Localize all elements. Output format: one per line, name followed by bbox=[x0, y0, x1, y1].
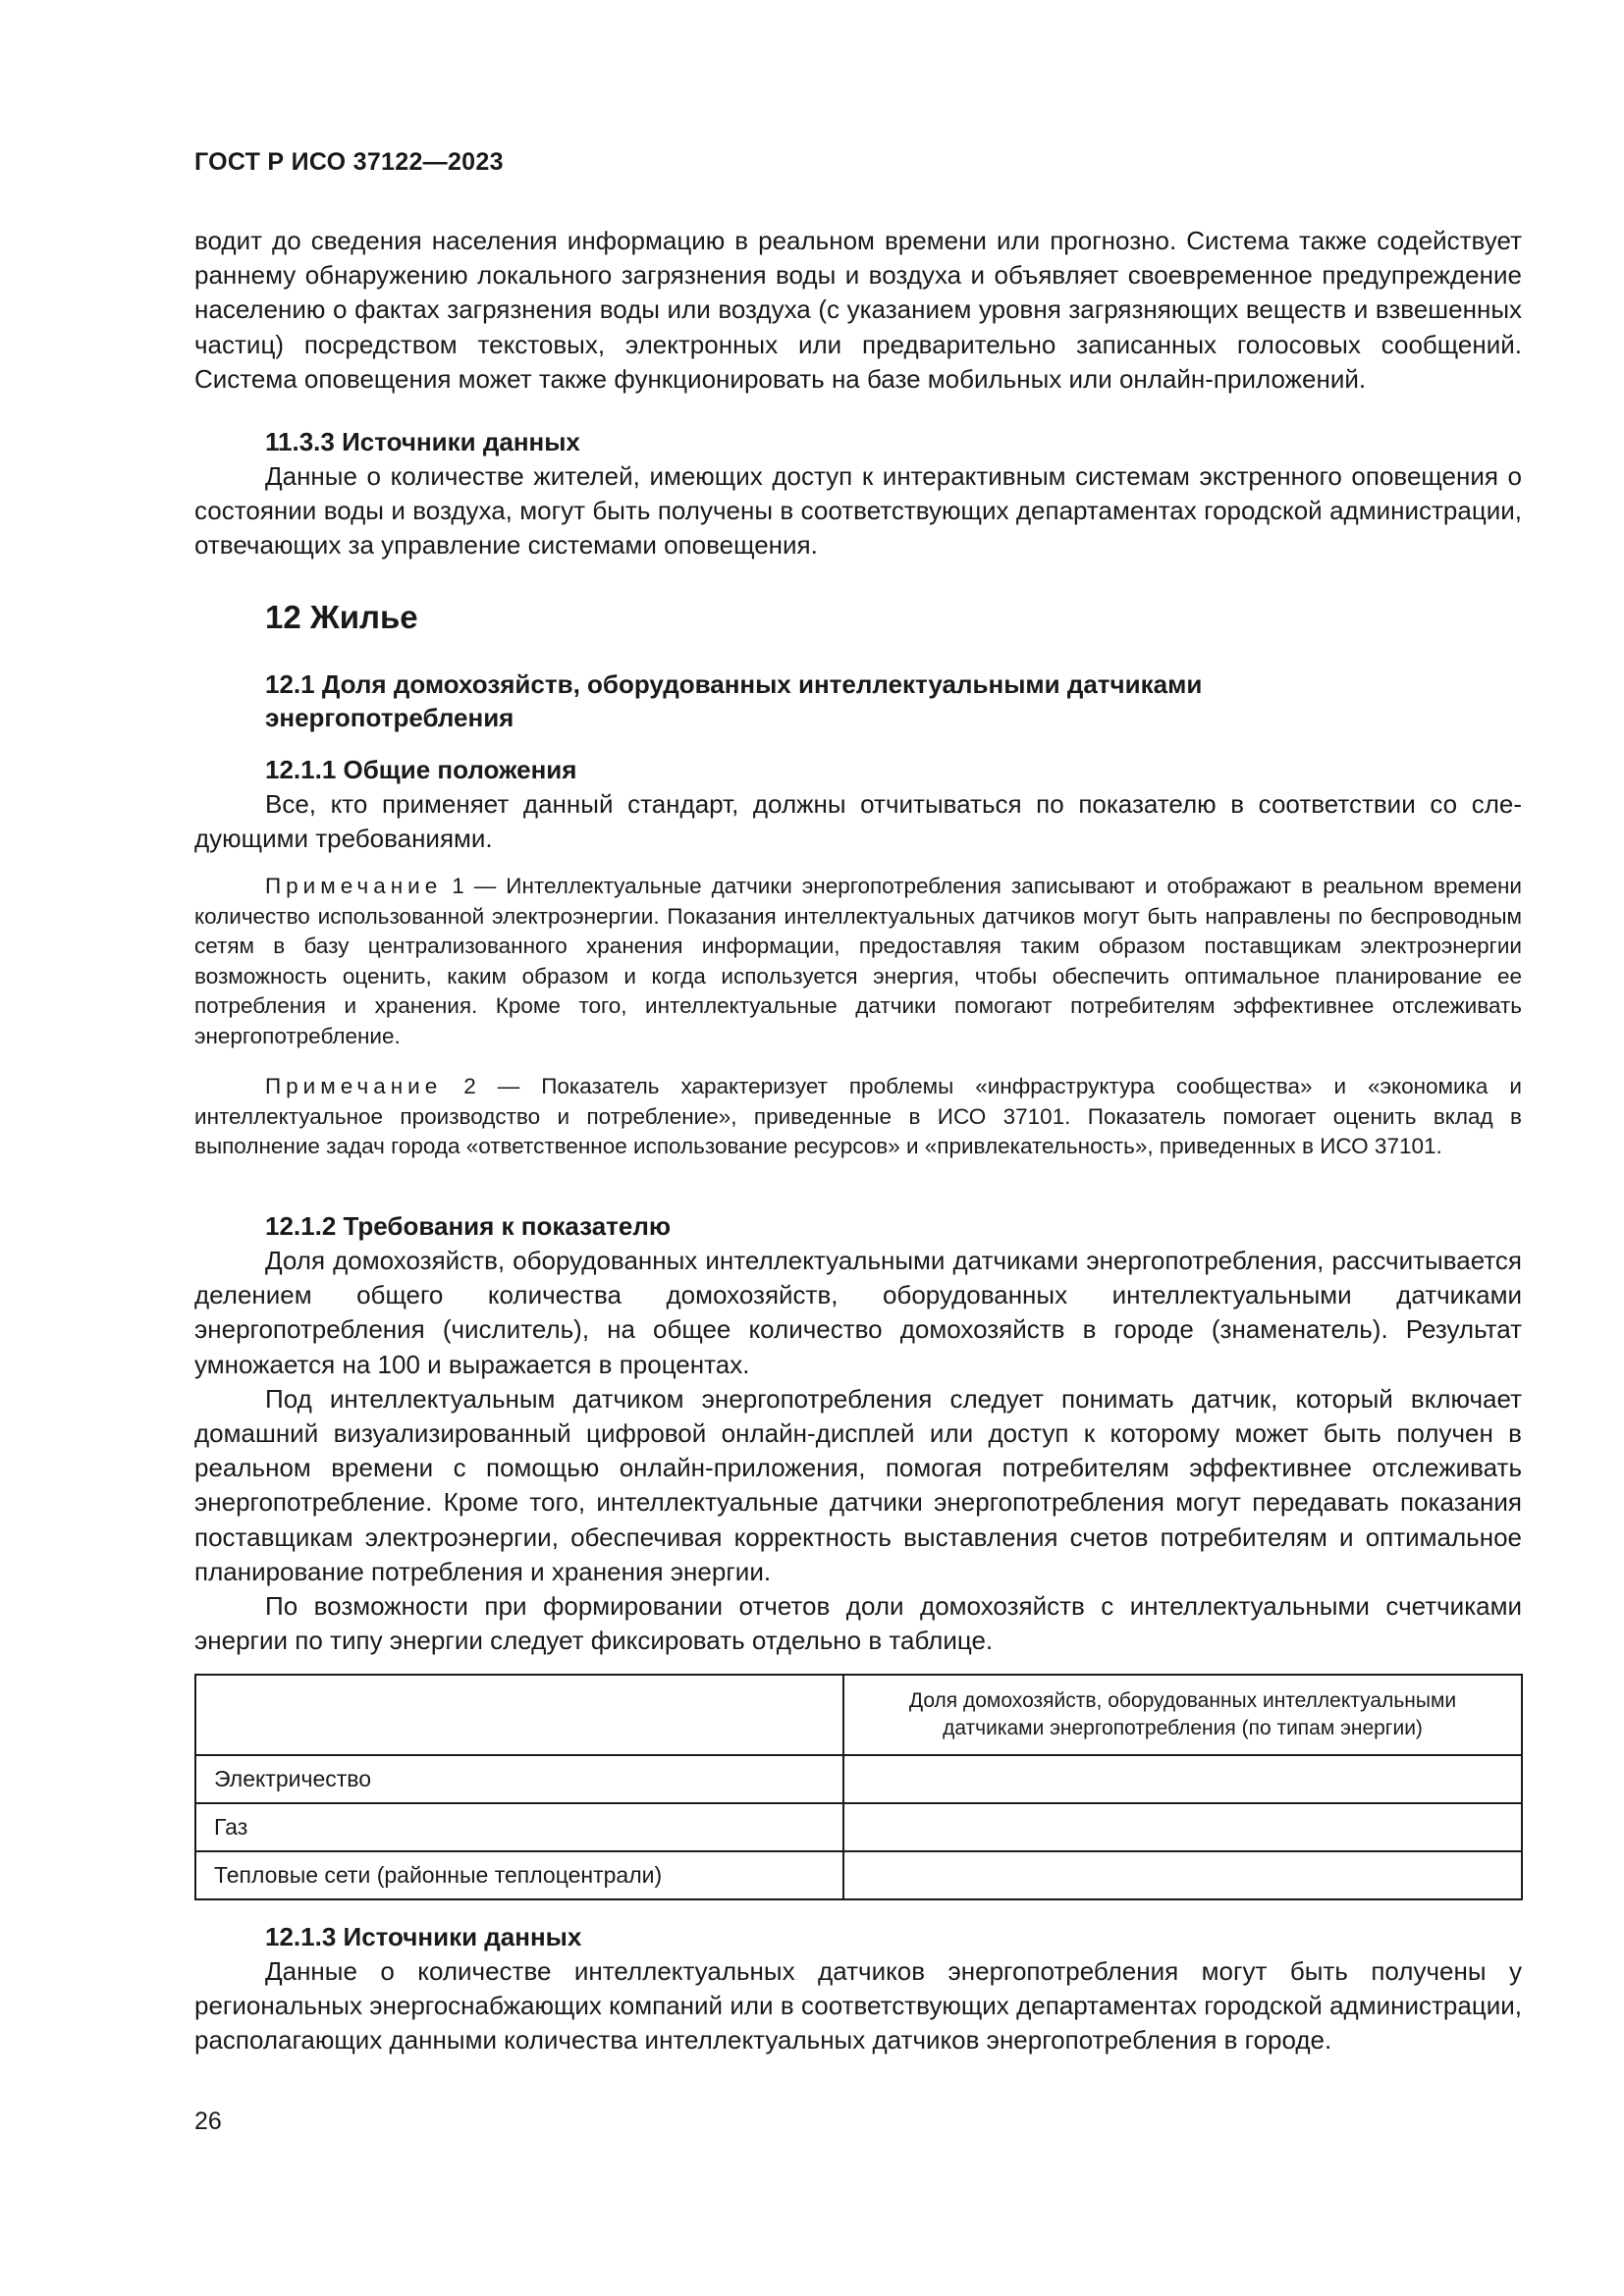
section-11-3-3 bbox=[194, 425, 1522, 563]
section-12-1-1-text: Все, кто применяет данный стандарт, должны отчитываться по показателю в соответствии со следующими требованиями. bbox=[194, 789, 1522, 854]
section-12-1 bbox=[194, 667, 1522, 734]
section-12-1-2-paragraph-3: По возможности при формировании отчетов доли домохозяйств с интеллектуальными счетчиками энергии по типу энергии следует фиксировать отдельно в таблице. bbox=[194, 1591, 1522, 1656]
section-12-1-1-heading: 12.1.1 Общие положения bbox=[265, 755, 577, 784]
energy-type-table bbox=[194, 1674, 1523, 1900]
section-12-1-3-text: Данные о количестве интеллектуальных датчиков энергопотребления могут быть получены у региональных энергоснабжающих компаний или в соответствующих департаментах городской администрации, располагающих данными количества интеллектуальных датчиков энергопотребления в городе. bbox=[194, 1956, 1522, 2056]
note-1-paragraph bbox=[194, 872, 1522, 1051]
section-11-3-3-heading: 11.3.3 Источники данных bbox=[265, 427, 580, 456]
table-row bbox=[195, 1755, 1522, 1803]
table-row bbox=[195, 1851, 1522, 1899]
section-11-3-3-text: Данные о количестве жителей, имеющих доступ к интерактивным системам экстренного оповещения о состоянии воды и воздуха, могут быть получены в соответствующих департаментах городской администрации, отвечающих за управление системами оповещения. bbox=[194, 461, 1522, 561]
table-cell-label: Газ bbox=[195, 1803, 843, 1851]
note-2 bbox=[194, 1072, 1522, 1162]
table-row bbox=[195, 1803, 1522, 1851]
section-12-heading: 12 Жилье bbox=[265, 599, 418, 635]
document-header: ГОСТ Р ИСО 37122—2023 bbox=[194, 148, 504, 176]
section-12-1-2-paragraph-1: Доля домохозяйств, оборудованных интеллектуальными датчиками энергопотребления, рассчитывается делением общего количества домохозяйств, оборудованных интеллектуальными датчиками энергопотребления (числитель), на общее количество домохозяйств в городе (знаменатель). Результат умножается на 100 и выражается в процентах. bbox=[194, 1246, 1522, 1379]
section-12 bbox=[194, 599, 1522, 636]
table-cell-label: Тепловые сети (районные теплоцентрали) bbox=[195, 1851, 843, 1899]
section-12-1-1 bbox=[194, 753, 1522, 856]
section-12-1-3 bbox=[194, 1920, 1522, 2058]
table-header-row bbox=[195, 1675, 1522, 1755]
note-2-text: 2 — Показатель характеризует проблемы «инфраструктура сообщества» и «экономика и интеллектуальное производство и потребление», приведенные в ИСО 37101. Показатель помогает оценить вклад в выполнение задач города «ответственное использование ресурсов» и «привлекательность», приведенных в ИСО 37101. bbox=[194, 1074, 1522, 1158]
section-12-1-2-heading: 12.1.2 Требования к показателю bbox=[265, 1211, 672, 1241]
note-1-text: 1 — Интеллектуальные датчики энергопотребления записывают и отображают в реальном времени количество использованной электроэнергии. Показания интеллектуальных датчиков могут быть направлены по беспроводным сетям в базу централизованного хранения информации, предоставляя таким образом поставщикам электроэнергии возможность оценить, каким образом и когда используется энергия, чтобы обеспечить оптимальное планирование ее потребления и хранения. Кроме того, интеллектуальные датчики помогают потребителям эффективнее отслеживать энергопотребление. bbox=[194, 874, 1522, 1048]
table-header-cell-share: Доля домохозяйств, оборудованных интеллектуальными датчиками энергопотребления (по типам энергии) bbox=[843, 1675, 1522, 1755]
table-cell-value bbox=[843, 1803, 1522, 1851]
note-2-paragraph bbox=[194, 1072, 1522, 1162]
table-cell-label: Электричество bbox=[195, 1755, 843, 1803]
note-1 bbox=[194, 872, 1522, 1051]
note-1-label: Примечание bbox=[265, 874, 443, 898]
section-12-1-2-paragraph-2: Под интеллектуальным датчиком энергопотребления следует понимать датчик, который включает домашний визуализированный цифровой онлайн-дисплей или доступ к которому может быть получен в реальном времени с помощью онлайн-приложения, помогая потребителям эффективнее отслеживать энергопотребление. Кроме того, интеллектуальные датчики энергопотребления могут передавать показания поставщикам электроэнергии, обеспечивая корректность выставления счетов потребителям и оптимальное планирование потребления и хранения энергии. bbox=[194, 1383, 1522, 1586]
intro-continuation bbox=[194, 224, 1522, 397]
section-12-1-heading-line1: 12.1 Доля домохозяйств, оборудованных интеллектуальными датчиками bbox=[265, 669, 1203, 699]
table-cell-value bbox=[843, 1851, 1522, 1899]
note-2-label: Примечание bbox=[265, 1074, 443, 1098]
table-header-cell-empty bbox=[195, 1675, 843, 1755]
table-cell-value bbox=[843, 1755, 1522, 1803]
page-number: 26 bbox=[194, 2108, 222, 2135]
paragraph-continuation: водит до сведения населения информацию в реальном времени или прогнозно. Система также содействует раннему обнаружению локального загрязнения воды и воздуха и объявляет своевременное предупреждение населению о фактах загрязнения воды или воздуха (с указанием уровня загрязняющих веществ и взвешенных частиц) посредством текстовых, электронных или предварительно записанных голосовых сообщений. Система оповещения может также функционировать на базе мобильных или онлайн-приложений. bbox=[194, 226, 1522, 394]
section-12-1-3-heading: 12.1.3 Источники данных bbox=[265, 1922, 582, 1951]
section-12-1-heading-line2: энергопотребления bbox=[265, 703, 514, 732]
section-12-1-2 bbox=[194, 1209, 1522, 1658]
